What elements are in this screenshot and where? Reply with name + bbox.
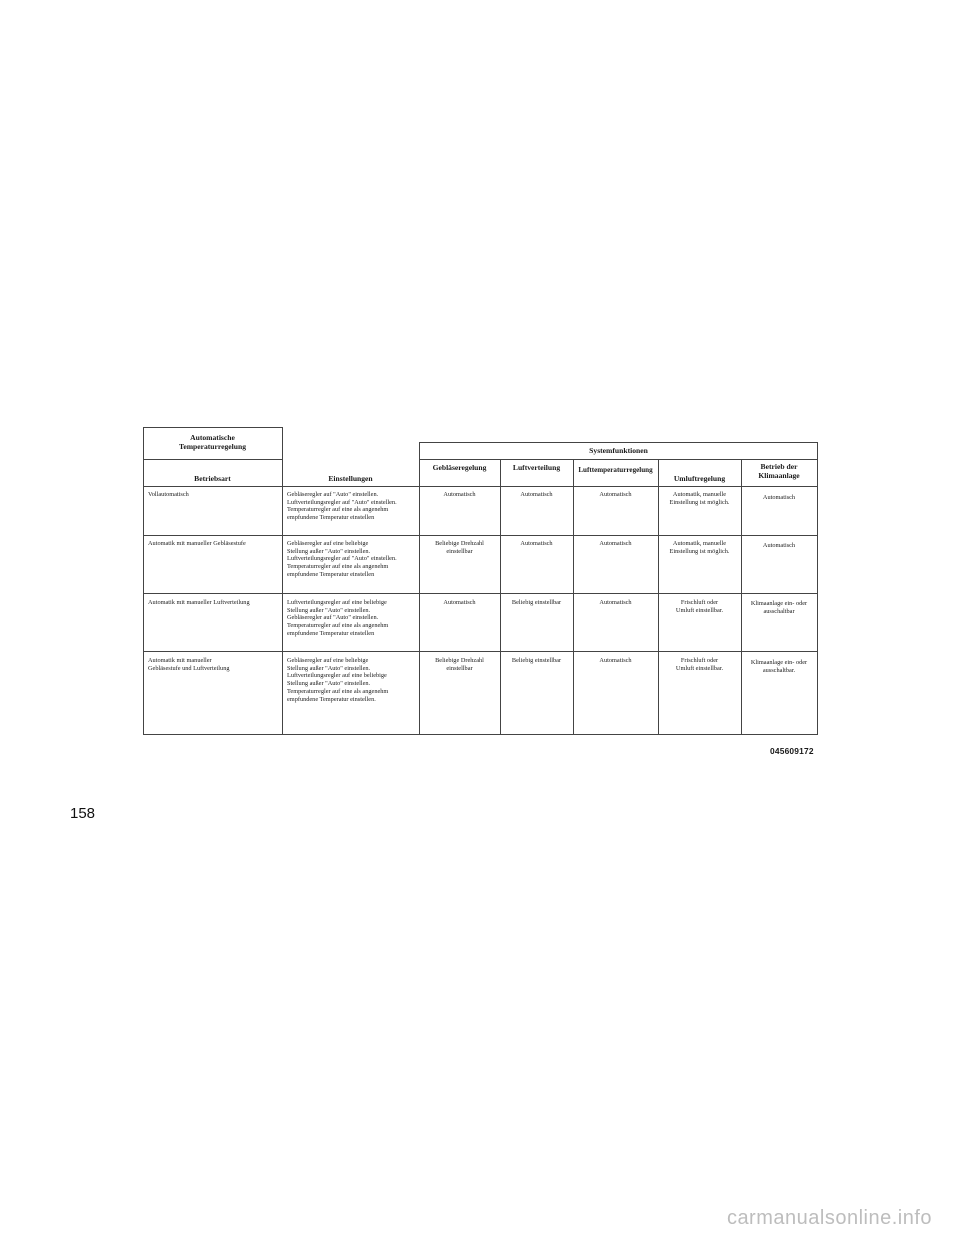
table-row-2-klimaanlage: Automatisch	[762, 542, 796, 549]
table-row-2-lufttemperaturregelung: Automatisch	[599, 540, 632, 547]
row1-bottom-rule	[143, 535, 818, 536]
table-row-2-umluftregelung: Automatik, manuelle Einstellung ist möglich.	[669, 540, 730, 555]
table-row-1-klimaanlage: Automatisch	[762, 494, 796, 501]
table-row-4-umluftregelung: Frischluft oder Umluft einstellbar.	[675, 657, 724, 672]
row3-bottom-rule	[143, 651, 818, 652]
table-row-2-betriebsart: Automatik mit manueller Gebläsestufe	[148, 540, 246, 547]
table-row-1-umluftregelung: Automatik, manuelle Einstellung ist möglich.	[669, 491, 730, 506]
table-row-1-luftverteilung: Automatisch	[520, 491, 553, 498]
table-row-3-geblaeseregelung: Automatisch	[443, 599, 476, 606]
col-divider-2	[419, 442, 420, 735]
row2-bottom-rule	[143, 593, 818, 594]
table-row-3-betriebsart: Automatik mit manueller Luftverteilung	[148, 599, 250, 606]
left-header-divider	[143, 459, 282, 460]
column-header-betrieb-der-klimaanlage: Betrieb der Klimaanlage	[758, 462, 800, 480]
table-row-4-lufttemperaturregelung: Automatisch	[599, 657, 632, 664]
table-row-3-klimaanlage: Klimaanlage ein- oder ausschaltbar	[750, 600, 808, 615]
watermark: carmanualsonline.info	[726, 1207, 932, 1229]
table-row-4-betriebsart: Automatik mit manueller Gebläsestufe und Luftverteilung	[148, 657, 230, 672]
table-row-3-umluftregelung: Frischluft oder Umluft einstellbar.	[675, 599, 724, 614]
col-divider-4	[573, 459, 574, 735]
systemfunktionen-top-rule	[419, 442, 818, 443]
table-row-2-einstellungen: Gebläseregler auf eine beliebige Stellung außer "Auto" einstellen. Luftverteilungsregler auf "Auto" einstellen. Temperaturregler auf eine als angenehm empfundene Temperatur einstellen	[287, 540, 397, 578]
table-row-4-einstellungen: Gebläseregler auf eine beliebige Stellung außer "Auto" einstellen. Luftverteilungsregler auf eine beliebige Stellung außer "Auto" einstellen. Temperaturregler auf eine als angenehm empfundene Temperatur einstellen.	[287, 657, 389, 703]
column-header-einstellungen: Einstellungen	[328, 474, 373, 483]
systemfunktionen-bottom-rule	[419, 459, 818, 460]
table-row-3-lufttemperaturregelung: Automatisch	[599, 599, 632, 606]
table-top-left-rule	[143, 427, 282, 428]
table-row-3-einstellungen: Luftverteilungsregler auf eine beliebige Stellung außer "Auto" einstellen. Gebläseregler auf "Auto" einstellen. Temperaturregler auf eine als angenehm empfundene Temperatur einstellen	[287, 599, 389, 637]
table-row-1-einstellungen: Gebläseregler auf "Auto" einstellen. Luftverteilungsregler auf "Auto" einstellen. Temperaturregler auf eine als angenehm empfundene Temperatur einstellen	[287, 491, 397, 522]
column-header-luftverteilung: Luftverteilung	[512, 463, 561, 472]
table-row-1-lufttemperaturregelung: Automatisch	[599, 491, 632, 498]
page-number: 158	[70, 805, 96, 822]
table-row-1-geblaeseregelung: Automatisch	[443, 491, 476, 498]
header-bottom-rule	[143, 486, 818, 487]
group-header-automatische-temperaturregelung: Automatische Temperaturregelung	[178, 433, 247, 451]
climate-control-table	[143, 427, 818, 735]
table-row-4-geblaeseregelung: Beliebige Drehzahl einstellbar	[435, 657, 484, 672]
col-divider-3	[500, 459, 501, 735]
table-row-2-geblaeseregelung: Beliebige Drehzahl einstellbar	[435, 540, 484, 555]
column-header-betriebsart: Betriebsart	[194, 474, 231, 483]
column-header-umluftregelung: Umluftregelung	[673, 474, 726, 483]
table-row-2-luftverteilung: Automatisch	[520, 540, 553, 547]
table-row-3-luftverteilung: Beliebig einstellbar	[511, 599, 562, 606]
group-header-systemfunktionen: Systemfunktionen	[589, 446, 648, 455]
column-header-geblaeseregelung: Gebläseregelung	[432, 463, 487, 472]
col-divider-7	[817, 442, 818, 735]
table-bottom-rule	[143, 734, 818, 735]
table-row-4-luftverteilung: Beliebig einstellbar	[511, 657, 562, 664]
column-header-lufttemperaturregelung: Lufttemperaturregelung	[578, 466, 653, 474]
figure-reference-number: 045609172	[770, 746, 814, 756]
table-row-1-betriebsart: Vollautomatisch	[148, 491, 189, 498]
table-row-4-klimaanlage: Klimaanlage ein- oder ausschaltbar.	[750, 659, 808, 674]
